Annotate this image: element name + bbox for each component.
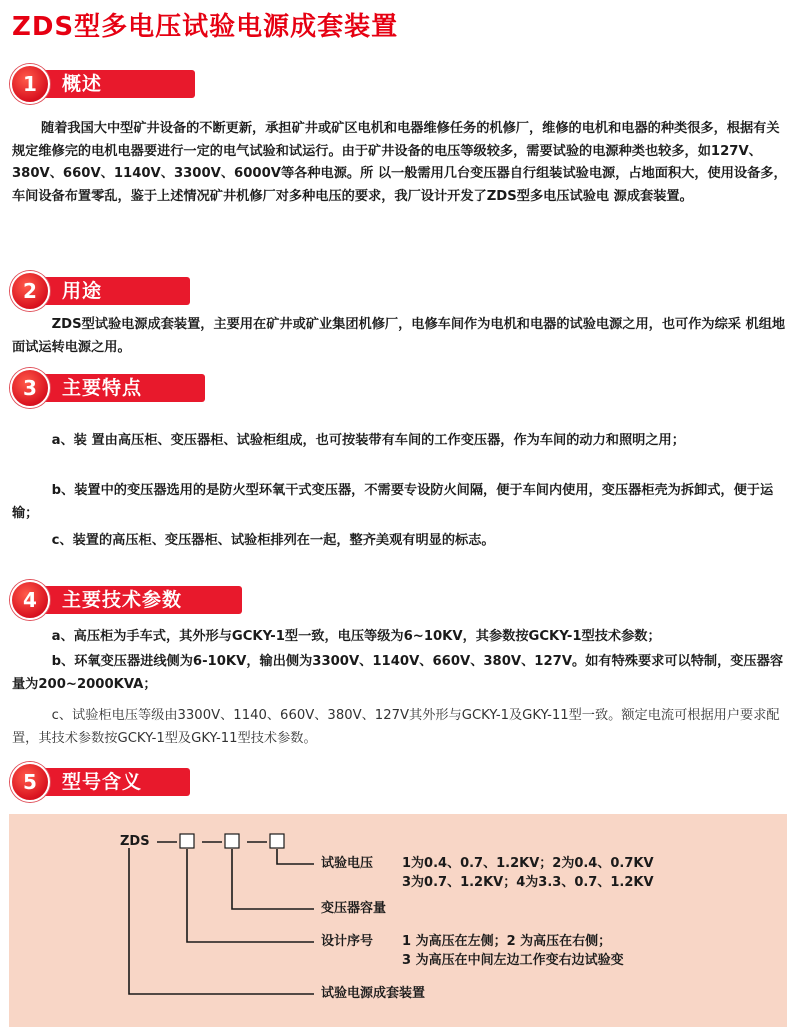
test-voltage-desc-1: 1为0.4、0.7、1.2KV；2为0.4、0.7KV <box>402 856 654 871</box>
section-heading: 概述 <box>62 73 103 95</box>
section-header-usage <box>10 271 190 311</box>
test-voltage-label: 试验电压 <box>321 856 374 871</box>
section-header-features <box>10 368 205 408</box>
usage-paragraph: ZDS型试验电源成套装置，主要用在矿井或矿业集团机修厂，电修车间作为电机和电器的试验电源之用，也可作为综采 机组地面试运转电源之用。 <box>12 317 786 355</box>
design-serial-desc-1: 1 为高压在左侧；2 为高压在右侧； <box>402 934 612 949</box>
section-number-badge: 2 <box>10 271 50 311</box>
section-heading: 主要技术参数 <box>62 589 183 611</box>
section-header-parameters <box>10 580 242 620</box>
transformer-capacity-label: 变压器容量 <box>321 901 387 916</box>
section-number-badge: 1 <box>10 64 50 104</box>
feature-b: b、装置中的变压器选用的是防火型环氧干式变压器，不需要专设防火间隔，便于车间内使用，变压器柜壳为拆卸式，便于运输； <box>12 483 774 521</box>
section-header-overview <box>10 64 195 104</box>
test-voltage-desc-2: 3为0.7、1.2KV；4为3.3、0.7、1.2KV <box>402 875 654 890</box>
section-heading: 型号含义 <box>62 771 143 793</box>
power-set-label: 试验电源成套装置 <box>321 986 426 1001</box>
section-heading: 主要特点 <box>62 377 143 399</box>
feature-a: a、装 置由高压柜、变压器柜、试验柜组成，也可按装带有车间的工作变压器，作为车间的动力和照明之用； <box>51 433 685 448</box>
design-serial-desc-2: 3 为高压在中间左边工作变右边试验变 <box>402 953 624 968</box>
model-prefix: ZDS <box>120 834 150 849</box>
section-number-badge: 5 <box>10 762 50 802</box>
model-diagram <box>9 814 787 1027</box>
section-number-badge: 4 <box>10 580 50 620</box>
parameter-b: b、环氧变压器进线侧为6-10KV，输出侧为3300V、1140V、660V、380V、127V。如有特殊要求可以特制，变压器容量为200~2000KVA； <box>12 654 784 692</box>
design-serial-label: 设计序号 <box>321 934 374 949</box>
feature-c: c、装置的高压柜、变压器柜、试验柜排列在一起，整齐美观有明显的标志。 <box>51 533 495 548</box>
section-number-badge: 3 <box>10 368 50 408</box>
page-title: ZDS型多电压试验电源成套装置 <box>12 12 399 42</box>
section-header-model-meaning <box>10 762 190 802</box>
section-heading: 用途 <box>62 280 103 302</box>
overview-paragraph: 随着我国大中型矿井设备的不断更新，承担矿井或矿区电机和电器维修任务的机修厂，维修的电机和电器的种类很多，根据有关规定维修完的电机电器要进行一定的电气试验和试运行。由于矿井设备的电压等级较多，需要试验的电源种类也较多，如127V、380V、660V、1140V、3300V、6000V等各种电源。所 以一般需用几台变压器自行组装试验电源，占地面积大，使用设备多，车间设备布置零乱，鉴于上述情况矿井机修厂对多种电压的要求，我厂设计开发了ZDS型多电压试验电 源成套装置。 <box>12 121 787 204</box>
parameter-c: c、试验柜电压等级由3300V、1140、660V、380V、127V其外形与GCKY-1及GKY-11型一致。额定电流可根据用户要求配置，其技术参数按GCKY-1型及GKY-11型技术参数。 <box>12 708 780 746</box>
parameter-a: a、高压柜为手车式，其外形与GCKY-1型一致，电压等级为6~10KV，其参数按GCKY-1型技术参数； <box>51 629 661 644</box>
